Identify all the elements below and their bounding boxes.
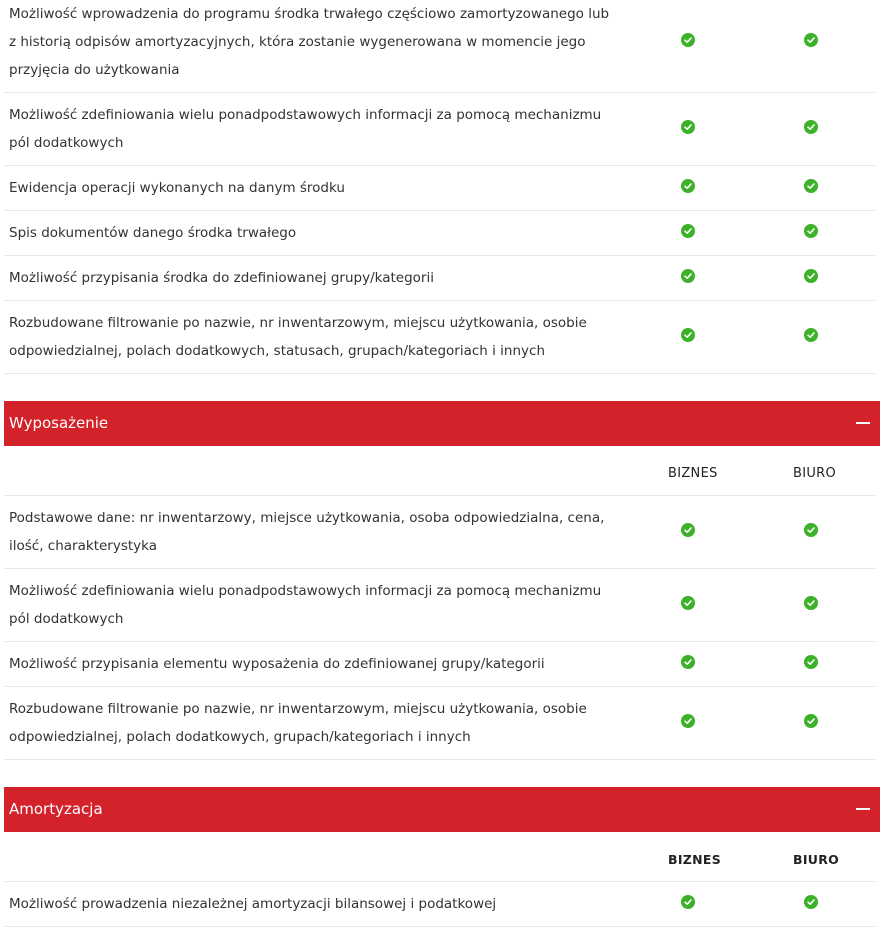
minus-icon[interactable] (856, 808, 870, 810)
check-circle-icon (681, 120, 695, 134)
column-header-row (4, 446, 875, 496)
check-circle-icon (804, 179, 818, 193)
feature-row (4, 211, 875, 256)
feature-row (4, 687, 875, 760)
check-circle-icon (681, 328, 695, 342)
check-circle-icon (804, 328, 818, 342)
minus-icon[interactable] (856, 422, 870, 424)
feature-text: Możliwość przypisania elementu wyposażenia do zdefiniowanej grupy/kategorii (9, 656, 545, 672)
check-circle-icon (681, 523, 695, 537)
feature-text: Spis dokumentów danego środka trwałego (9, 225, 297, 241)
feature-text: Ewidencja operacji wykonanych na danym środku (9, 180, 345, 196)
feature-text: Możliwość przypisania środka do zdefiniowanej grupy/kategorii (9, 270, 434, 286)
check-circle-icon (681, 33, 695, 47)
check-circle-icon (804, 895, 818, 909)
feature-text: Rozbudowane filtrowanie po nazwie, nr inwentarzowym, miejscu użytkowania, osobie odpowiedzialnej, polach dodatkowych, grupach/kategoriach i innych (9, 701, 587, 745)
check-circle-icon (804, 714, 818, 728)
section-wyposazenie (0, 446, 881, 760)
check-circle-icon (804, 33, 818, 47)
check-circle-icon (681, 714, 695, 728)
check-circle-icon (681, 269, 695, 283)
check-circle-icon (681, 179, 695, 193)
feature-row (4, 301, 875, 374)
section-srodki-trwale (0, 0, 881, 374)
check-circle-icon (681, 895, 695, 909)
feature-row (4, 256, 875, 301)
feature-row (4, 569, 875, 642)
feature-row (4, 166, 875, 211)
check-circle-icon (804, 120, 818, 134)
column-header-biuro: BIURO (793, 466, 837, 481)
section-title: Wyposażenie (9, 414, 109, 432)
check-circle-icon (804, 523, 818, 537)
feature-row (4, 496, 875, 569)
section-title: Amortyzacja (9, 800, 103, 818)
section-header-amortyzacja[interactable] (4, 787, 880, 832)
feature-text: Możliwość wprowadzenia do programu środka trwałego częściowo zamortyzowanego lub z historią odpisów amortyzacyjnych, która zostanie wygenerowana w momencie jego przyjęcia do użytkowania (9, 6, 610, 78)
section-header-wyposazenie[interactable] (4, 401, 880, 446)
check-circle-icon (804, 655, 818, 669)
column-header-biuro: BIURO (793, 852, 840, 867)
check-circle-icon (804, 224, 818, 238)
check-circle-icon (681, 224, 695, 238)
feature-text: Podstawowe dane: nr inwentarzowy, miejsce użytkowania, osoba odpowiedzialna, cena, ilość, charakterystyka (9, 510, 605, 554)
column-header-biznes: BIZNES (668, 466, 718, 481)
feature-row (4, 882, 875, 927)
check-circle-icon (681, 655, 695, 669)
check-circle-icon (804, 596, 818, 610)
check-circle-icon (681, 596, 695, 610)
feature-text: Możliwość zdefiniowania wielu ponadpodstawowych informacji za pomocą mechanizmu pól dodatkowych (9, 107, 602, 151)
check-circle-icon (804, 269, 818, 283)
feature-text: Rozbudowane filtrowanie po nazwie, nr inwentarzowym, miejscu użytkowania, osobie odpowiedzialnej, polach dodatkowych, statusach, grupach/kategoriach i innych (9, 315, 587, 359)
feature-row (4, 0, 875, 93)
feature-row (4, 642, 875, 687)
column-header-row (4, 832, 875, 882)
section-amortyzacja (0, 832, 881, 927)
column-header-biznes: BIZNES (668, 852, 722, 867)
feature-text: Możliwość zdefiniowania wielu ponadpodstawowych informacji za pomocą mechanizmu pól dodatkowych (9, 583, 602, 627)
feature-row (4, 93, 875, 166)
feature-text: Możliwość prowadzenia niezależnej amortyzacji bilansowej i podatkowej (9, 896, 497, 912)
